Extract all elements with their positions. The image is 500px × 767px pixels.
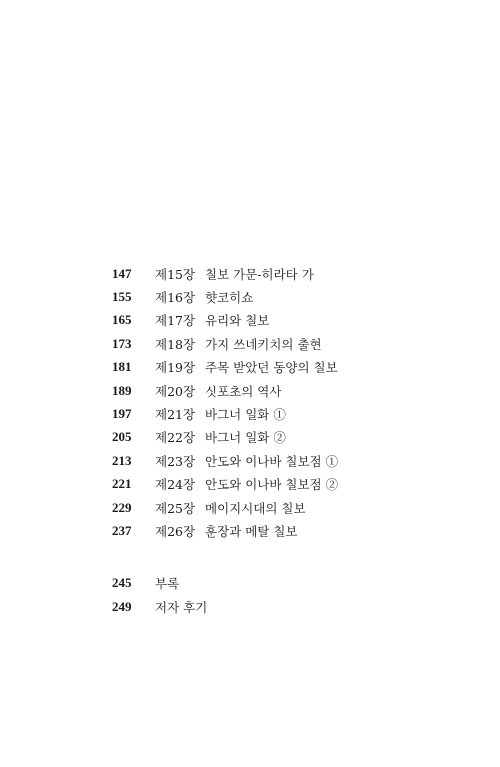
toc-chapter-number: 제17장 xyxy=(155,313,196,329)
toc-chapter-number: 제24장 xyxy=(155,477,196,493)
toc-chapter-title: 메이지시대의 칠보 xyxy=(205,500,306,516)
toc-chapter-title: 햣코히쇼 xyxy=(205,290,254,306)
toc-chapter-title: 바그너 일화 ① xyxy=(205,407,286,423)
toc-page-number: 237 xyxy=(112,522,132,538)
toc-entry-chapter-16 xyxy=(112,285,442,308)
toc-chapter-title: 주목 받았던 동양의 칠보 xyxy=(205,360,338,376)
toc-entry-chapter-24 xyxy=(112,473,442,496)
toc-entry-chapter-20 xyxy=(112,379,442,402)
toc-chapter-title: 안도와 이나바 칠보점 ② xyxy=(205,477,339,493)
toc-entry-appendix xyxy=(112,572,442,595)
toc-entry-chapter-17 xyxy=(112,309,442,332)
toc-entry-chapter-26 xyxy=(112,519,442,542)
toc-entry-chapter-23 xyxy=(112,449,442,472)
toc-afterword-title: 저자 후기 xyxy=(155,599,208,615)
toc-page-number: 197 xyxy=(112,406,132,422)
toc-page-number: 205 xyxy=(112,429,132,445)
table-of-contents xyxy=(112,262,442,618)
toc-chapter-title: 훈장과 메탈 칠보 xyxy=(205,523,298,539)
toc-page-number: 249 xyxy=(112,598,132,614)
toc-page-number: 189 xyxy=(112,382,132,398)
toc-page-number: 173 xyxy=(112,335,132,351)
toc-page-number: 213 xyxy=(112,452,132,468)
toc-page-number: 155 xyxy=(112,289,132,305)
toc-entry-afterword xyxy=(112,595,442,618)
toc-chapter-number: 제25장 xyxy=(155,500,196,516)
toc-chapter-title: 가지 쓰네키치의 출현 xyxy=(205,336,322,352)
toc-chapter-title: 바그너 일화 ② xyxy=(205,430,286,446)
toc-chapter-title: 칠보 가문-히라타 가 xyxy=(205,266,314,282)
toc-page-number: 181 xyxy=(112,359,132,375)
toc-entry-chapter-21 xyxy=(112,402,442,425)
toc-chapter-number: 제23장 xyxy=(155,453,196,469)
section-spacer xyxy=(112,543,442,572)
toc-entry-chapter-25 xyxy=(112,496,442,519)
toc-page-number: 221 xyxy=(112,476,132,492)
toc-chapter-number: 제26장 xyxy=(155,523,196,539)
toc-entry-chapter-22 xyxy=(112,426,442,449)
toc-chapter-title: 유리와 칠보 xyxy=(205,313,270,329)
toc-page-number: 147 xyxy=(112,265,132,281)
toc-chapter-number: 제22장 xyxy=(155,430,196,446)
toc-chapter-number: 제19장 xyxy=(155,360,196,376)
toc-entry-chapter-18 xyxy=(112,332,442,355)
toc-page-number: 245 xyxy=(112,575,132,591)
toc-chapter-title: 안도와 이나바 칠보점 ① xyxy=(205,453,339,469)
toc-page-number: 229 xyxy=(112,499,132,515)
toc-chapter-number: 제15장 xyxy=(155,266,196,282)
toc-entry-chapter-19 xyxy=(112,356,442,379)
toc-chapter-number: 제18장 xyxy=(155,336,196,352)
toc-chapter-number: 제21장 xyxy=(155,407,196,423)
toc-entry-chapter-15 xyxy=(112,262,442,285)
toc-chapter-number: 제20장 xyxy=(155,383,196,399)
toc-chapter-title: 싯포초의 역사 xyxy=(205,383,282,399)
toc-appendix-title: 부록 xyxy=(155,576,180,592)
toc-chapter-number: 제16장 xyxy=(155,290,196,306)
toc-page-number: 165 xyxy=(112,312,132,328)
